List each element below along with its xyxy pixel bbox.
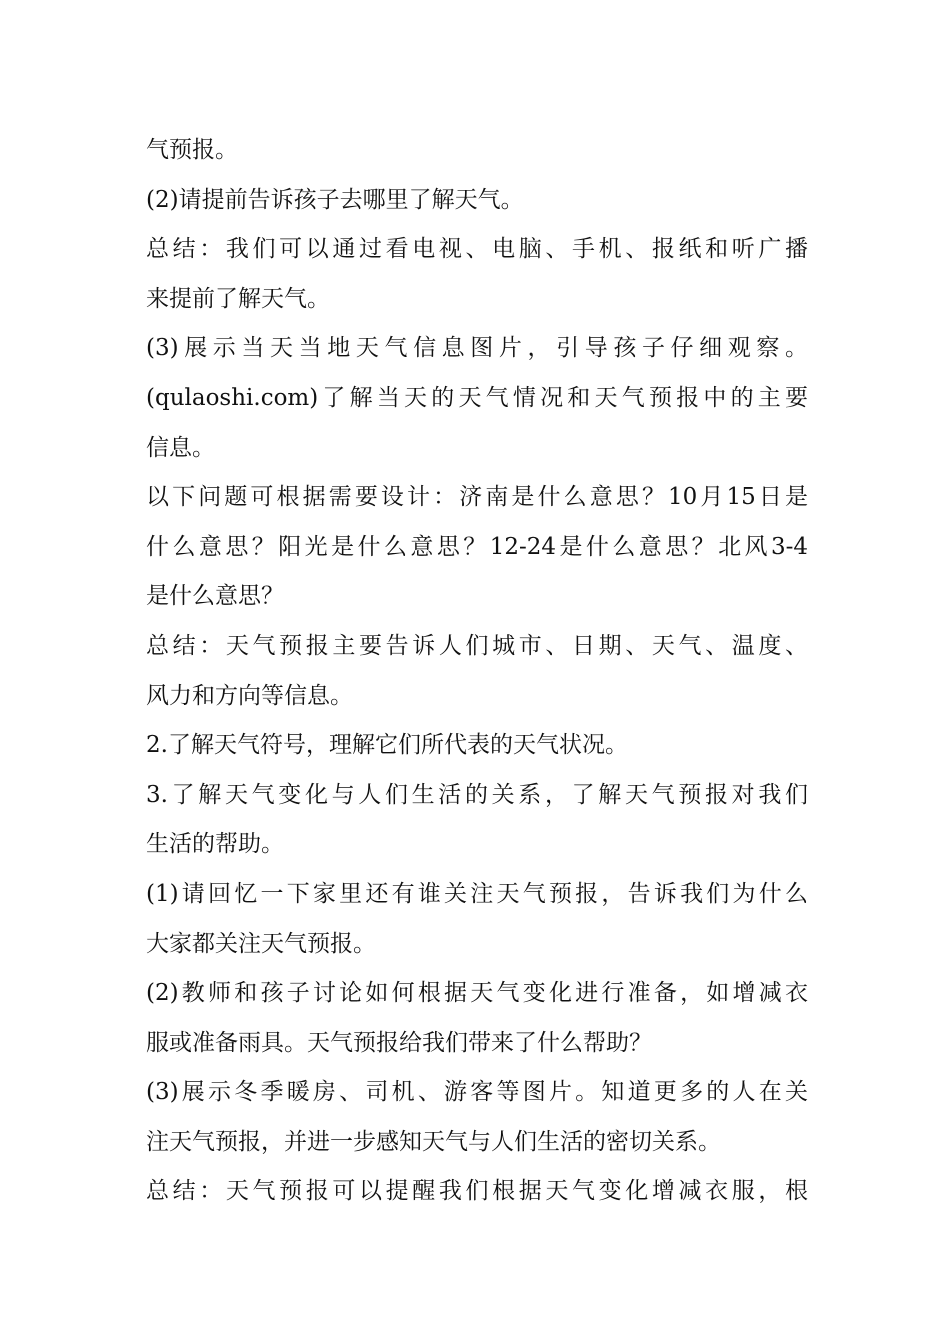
text-line-15: 生活的帮助。 [146, 831, 284, 858]
text-line-3: 总结：我们可以通过看电视、电脑、手机、报纸和听广播 [146, 236, 808, 263]
text-line-19: 服或准备雨具。天气预报给我们带来了什么帮助？ [146, 1029, 652, 1056]
text-line-2: (2)请提前告诉孩子去哪里了解天气。 [146, 186, 524, 213]
text-line-7: 信息。 [146, 434, 215, 461]
text-line-16: (1)请回忆一下家里还有谁关注天气预报，告诉我们为什么 [146, 880, 808, 907]
text-line-21: 注天气预报，并进一步感知天气与人们生活的密切关系。 [146, 1128, 721, 1155]
text-line-8: 以下问题可根据需要设计：济南是什么意思？10月15日是 [146, 484, 808, 511]
text-line-6: (qulaoshi.com)了解当天的天气情况和天气预报中的主要 [146, 384, 808, 411]
text-line-13: 2.了解天气符号，理解它们所代表的天气状况。 [146, 732, 628, 759]
text-line-18: (2)教师和孩子讨论如何根据天气变化进行准备，如增减衣 [146, 980, 808, 1007]
text-line-12: 风力和方向等信息。 [146, 682, 353, 709]
text-line-9: 什么意思？阳光是什么意思？12-24是什么意思？北风3-4 [146, 533, 808, 560]
text-line-20: (3)展示冬季暖房、司机、游客等图片。知道更多的人在关 [146, 1079, 808, 1106]
text-line-4: 来提前了解天气。 [146, 285, 330, 312]
document-body [146, 126, 808, 1217]
text-line-5: (3)展示当天当地天气信息图片，引导孩子仔细观察。 [146, 335, 808, 362]
text-line-11: 总结：天气预报主要告诉人们城市、日期、天气、温度、 [146, 632, 808, 659]
text-line-1: 气预报。 [146, 137, 238, 163]
text-line-10: 是什么意思？ [146, 583, 284, 610]
text-line-22: 总结：天气预报可以提醒我们根据天气变化增减衣服，根 [146, 1178, 808, 1205]
text-line-14: 3.了解天气变化与人们生活的关系，了解天气预报对我们 [146, 781, 808, 808]
text-line-17: 大家都关注天气预报。 [146, 930, 376, 957]
